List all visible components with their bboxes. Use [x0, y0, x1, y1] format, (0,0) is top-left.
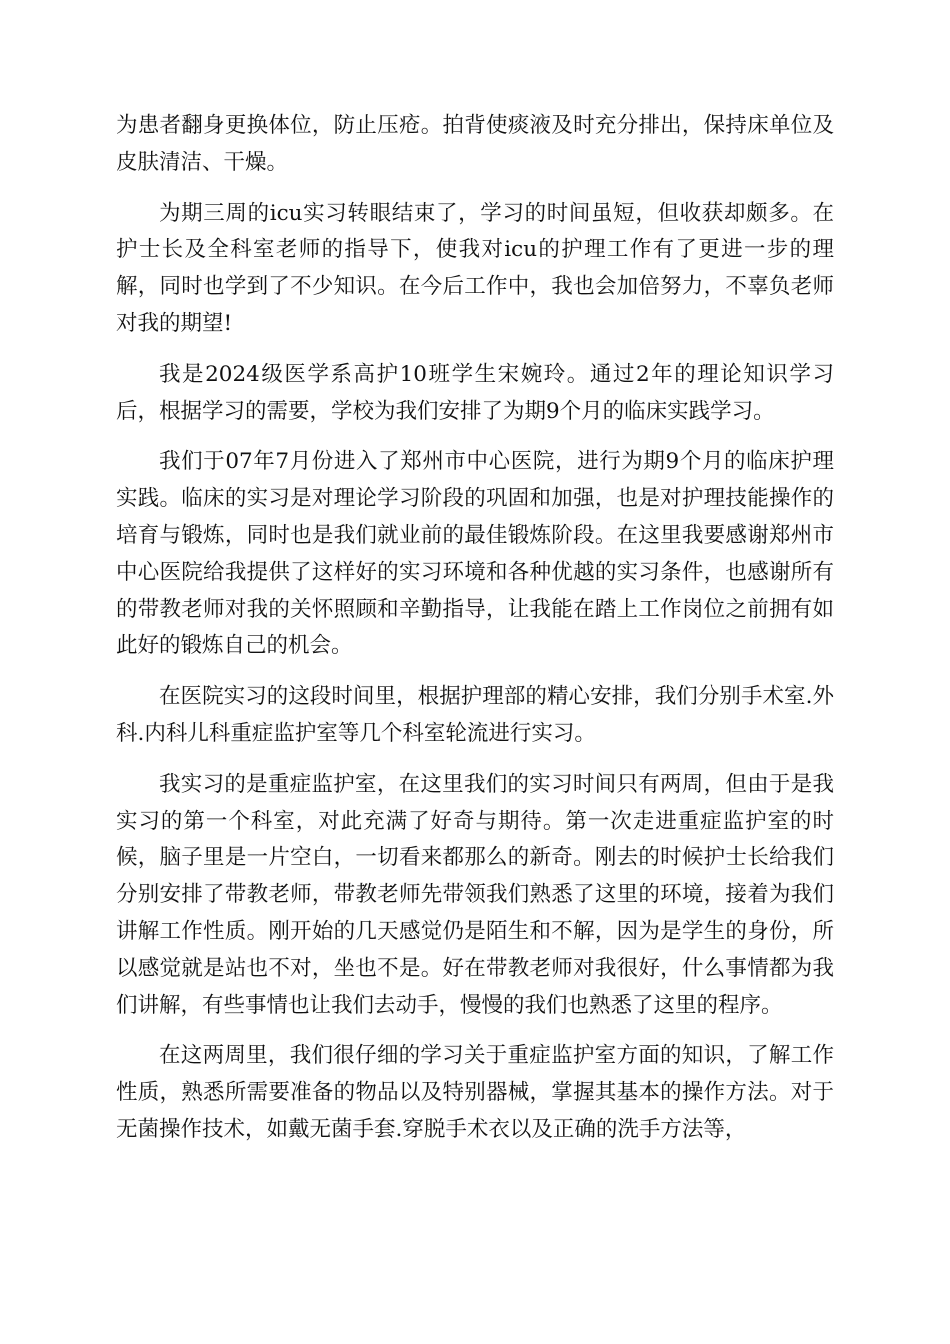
paragraph-7: 在这两周里，我们很仔细的学习关于重症监护室方面的知识，了解工作性质，熟悉所需要准备的物品以及特别器械，掌握其基本的操作方法。对于无菌操作技术，如戴无菌手套.穿脱手术衣以及正确的洗手方法等， [116, 1043, 834, 1142]
paragraph-4: 我们于07年7月份进入了郑州市中心医院，进行为期9个月的临床护理实践。临床的实习是对理论学习阶段的巩固和加强，也是对护理技能操作的培育与锻炼，同时也是我们就业前的最佳锻炼阶段。在这里我要感谢郑州市中心医院给我提供了这样好的实习环境和各种优越的实习条件，也感谢所有的带教老师对我的关怀照顾和辛勤指导，让我能在踏上工作岗位之前拥有如此好的锻炼自己的机会。 [116, 449, 834, 659]
paragraph-1: 为患者翻身更换体位，防止压疮。拍背使痰液及时充分排出，保持床单位及皮肤清洁、干燥。 [116, 113, 834, 175]
paragraph-6: 我实习的是重症监护室，在这里我们的实习时间只有两周，但由于是我实习的第一个科室，对此充满了好奇与期待。第一次走进重症监护室的时候，脑子里是一片空白，一切看来都那么的新奇。刚去的时候护士长给我们分别安排了带教老师，带教老师先带领我们熟悉了这里的环境，接着为我们讲解工作性质。刚开始的几天感觉仍是陌生和不解，因为是学生的身份，所以感觉就是站也不对，坐也不是。好在带教老师对我很好，什么事情都为我们讲解，有些事情也让我们去动手，慢慢的我们也熟悉了这里的程序。 [116, 771, 834, 1018]
paragraph-5: 在医院实习的这段时间里，根据护理部的精心安排，我们分别手术室.外科.内科儿科重症监护室等几个科室轮流进行实习。 [116, 684, 834, 746]
paragraph-2: 为期三周的icu实习转眼结束了，学习的时间虽短，但收获却颇多。在护士长及全科室老师的指导下，使我对icu的护理工作有了更进一步的理解，同时也学到了不少知识。在今后工作中，我也会加倍努力，不辜负老师对我的期望! [116, 200, 834, 336]
document-page [116, 108, 834, 1163]
paragraph-3: 我是2024级医学系高护10班学生宋婉玲。通过2年的理论知识学习后，根据学习的需要，学校为我们安排了为期9个月的临床实践学习。 [116, 361, 834, 424]
